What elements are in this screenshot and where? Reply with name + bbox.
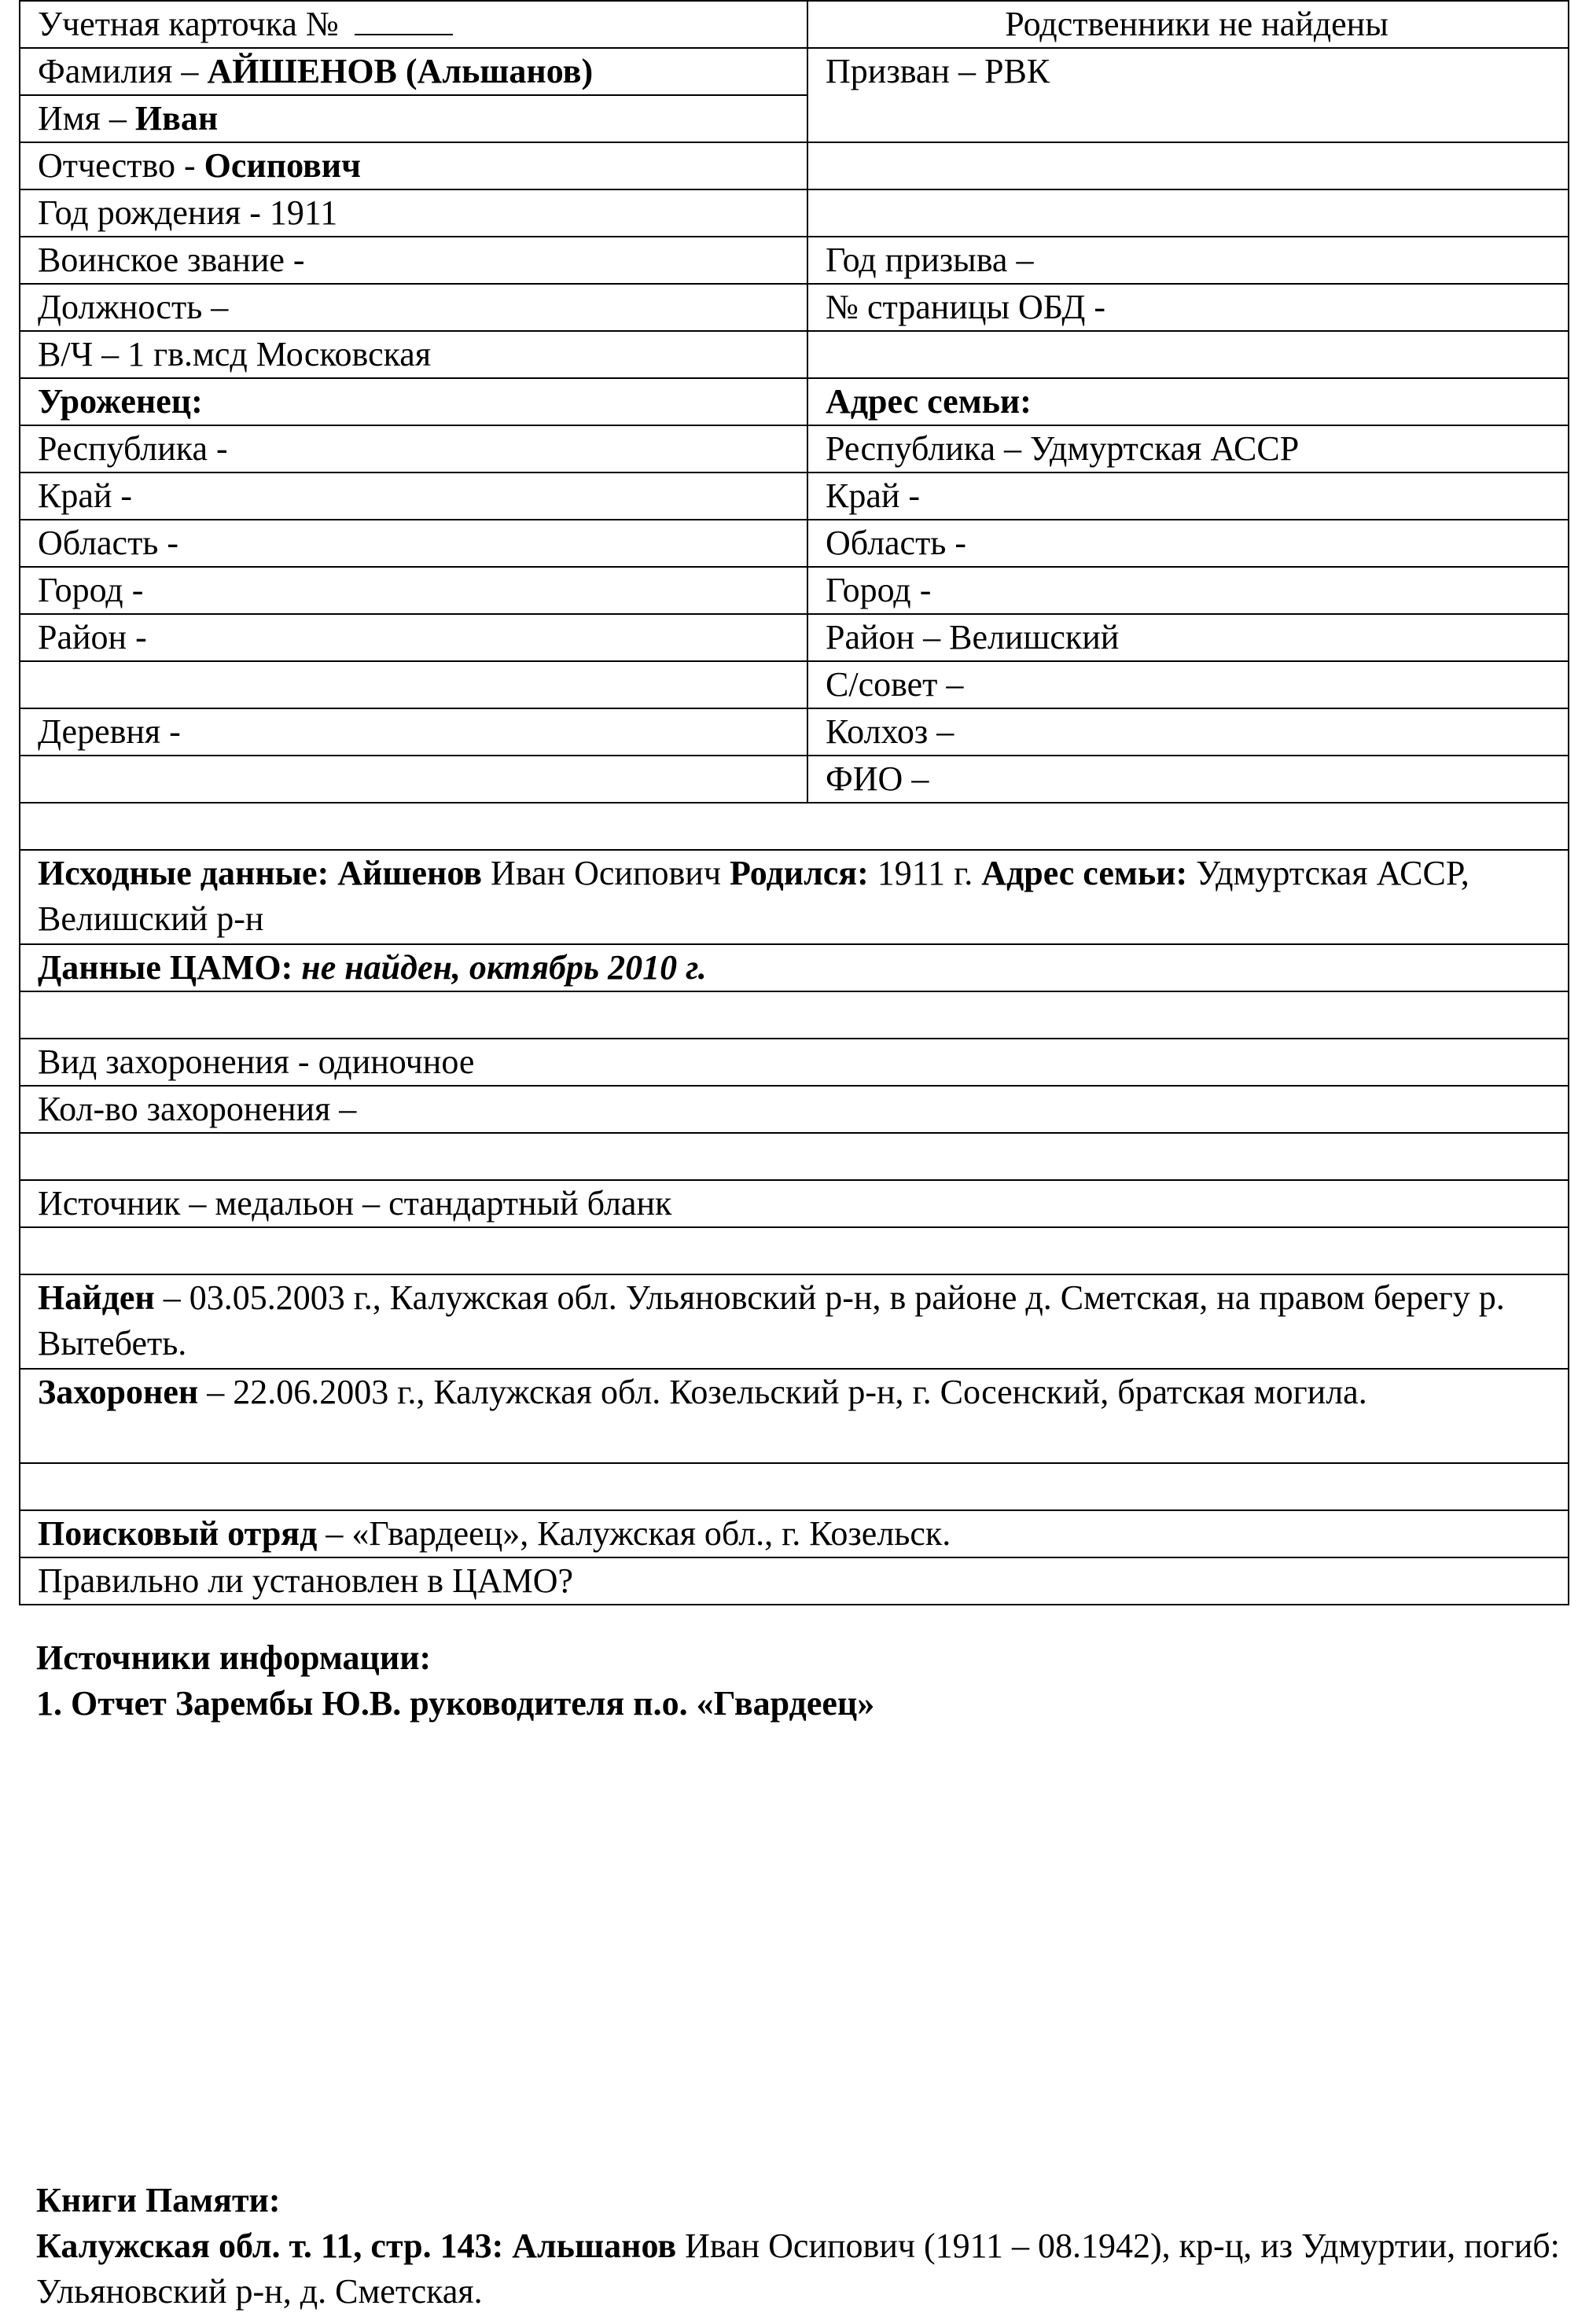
relatives-status: Родственники не найдены [807,1,1569,48]
position-cell: Должность – [20,284,807,331]
row-medallion [20,1180,1569,1227]
empty-row [20,1463,1569,1510]
source-born-label: Родился: [729,854,869,892]
family-krai: Край - [807,473,1569,520]
found-cell [20,1274,1569,1369]
source-born-value: 1911 г. [868,854,982,892]
found-value: – 03.05.2003 г., Калужская обл. Ульяновский р-н, в районе д. Сметская, на правом берегу р. Вытебеть. [38,1278,1505,1362]
card-number-cell [20,1,807,48]
row-found [20,1274,1569,1369]
unit-cell: В/Ч – 1 гв.мсд Московская [20,331,807,378]
row-village [20,708,1569,756]
source-surname: Айшенов [329,854,483,892]
row-spacer [20,803,1569,850]
card-number-blank [355,2,453,35]
native-oblast: Область - [20,520,807,567]
row-fio [20,756,1569,803]
memory-ref-bold: Калужская обл. т. 11, стр. 143: Альшанов [36,2227,677,2265]
source-data-cell [20,850,1569,944]
tsamo-label: Данные ЦАМО: [38,948,293,987]
native-district: Район - [20,614,807,661]
patronymic-label: Отчество - [38,146,204,185]
empty-cell [807,142,1569,189]
row-selsovet [20,661,1569,708]
row-city [20,567,1569,614]
drafted-cell: Призван – РВК [807,48,1569,142]
buried-label: Захоронен [38,1373,199,1411]
empty-row [20,1133,1569,1180]
surname-label: Фамилия – [38,52,208,90]
row-oblast [20,520,1569,567]
sources-section [36,1635,1561,1726]
draft-year-cell: Год призыва – [807,237,1569,284]
row-birth-year [20,189,1569,237]
native-title-text: Уроженец: [38,382,203,421]
row-patronymic [20,142,1569,189]
obd-page-cell: № страницы ОБД - [807,284,1569,331]
row-question [20,1557,1569,1605]
medallion-cell: Источник – медальон – стандартный бланк [20,1180,1569,1227]
row-tsamo [20,944,1569,991]
native-republic: Республика - [20,425,807,473]
surname-value: АЙШЕНОВ (Альшанов) [207,52,594,90]
source-address-value: Удмуртская АССР, Велишский р-н [38,854,1469,938]
row-source-data [20,850,1569,944]
found-label: Найден [38,1278,155,1317]
row-header [20,1,1569,48]
source-label: Исходные данные: [38,854,329,892]
tsamo-cell [20,944,1569,991]
family-selsovet: С/совет – [807,661,1569,708]
family-kolkhoz: Колхоз – [807,708,1569,756]
row-rank [20,237,1569,284]
row-unit [20,331,1569,378]
squad-value: – «Гвардеец», Калужская обл., г. Козельск. [317,1514,951,1553]
row-burial-type [20,1039,1569,1086]
row-squad [20,1510,1569,1557]
row-burial-count [20,1086,1569,1133]
empty-row [20,1227,1569,1274]
native-title [20,378,807,425]
row-surname [20,48,1569,95]
family-title [807,378,1569,425]
family-oblast: Область - [807,520,1569,567]
row-spacer [20,991,1569,1039]
memory-reference [36,2223,1561,2315]
buried-cell [20,1369,1569,1463]
patronymic-value: Осипович [204,146,361,185]
family-title-text: Адрес семьи: [826,382,1032,421]
row-spacer [20,1133,1569,1180]
buried-value: – 22.06.2003 г., Калужская обл. Козельский р-н, г. Сосенский, братская могила. [198,1373,1367,1411]
row-spacer [20,1227,1569,1274]
source-address-label: Адрес семьи: [981,854,1188,892]
sources-item-1: 1. Отчет Зарембы Ю.В. руководителя п.о. «Гвардеец» [36,1684,875,1723]
family-city: Город - [807,567,1569,614]
question-cell: Правильно ли установлен в ЦАМО? [20,1557,1569,1605]
patronymic-cell [20,142,807,189]
row-buried [20,1369,1569,1463]
row-district [20,614,1569,661]
empty-cell [20,756,807,803]
family-district: Район – Велишский [807,614,1569,661]
row-krai [20,473,1569,520]
source-name: Иван Осипович [482,854,730,892]
row-position [20,284,1569,331]
tsamo-value: не найден, октябрь 2010 г. [292,948,707,987]
row-spacer [20,1463,1569,1510]
memory-title: Книги Памяти: [36,2181,281,2219]
empty-cell [807,331,1569,378]
row-section-titles [20,378,1569,425]
native-city: Город - [20,567,807,614]
empty-cell [807,189,1569,237]
empty-row [20,991,1569,1039]
memory-ref-rest: Иван Осипович (1911 – 08.1942), кр-ц, из Удмуртии, погиб: Ульяновский р-н, д. Сметская. [36,2227,1560,2311]
native-krai: Край - [20,473,807,520]
family-republic: Республика – Удмуртская АССР [807,425,1569,473]
burial-count-cell: Кол-во захоронения – [20,1086,1569,1133]
squad-cell [20,1510,1569,1557]
squad-label: Поисковый отряд [38,1514,318,1553]
empty-row [20,803,1569,850]
burial-type-cell: Вид захоронения - одиночное [20,1039,1569,1086]
rank-cell: Воинское звание - [20,237,807,284]
record-card [19,0,1568,1605]
birth-year-cell: Год рождения - 1911 [20,189,807,237]
name-value: Иван [134,99,219,138]
name-cell [20,95,807,142]
row-republic [20,425,1569,473]
memory-books-section [36,2178,1561,2315]
surname-cell [20,48,807,95]
sources-title: Источники информации: [36,1638,432,1677]
family-fio: ФИО – [807,756,1569,803]
card-label: Учетная карточка № [38,5,339,43]
name-label: Имя – [38,99,135,138]
native-village: Деревня - [20,708,807,756]
empty-cell [20,661,807,708]
record-table [19,0,1569,1605]
